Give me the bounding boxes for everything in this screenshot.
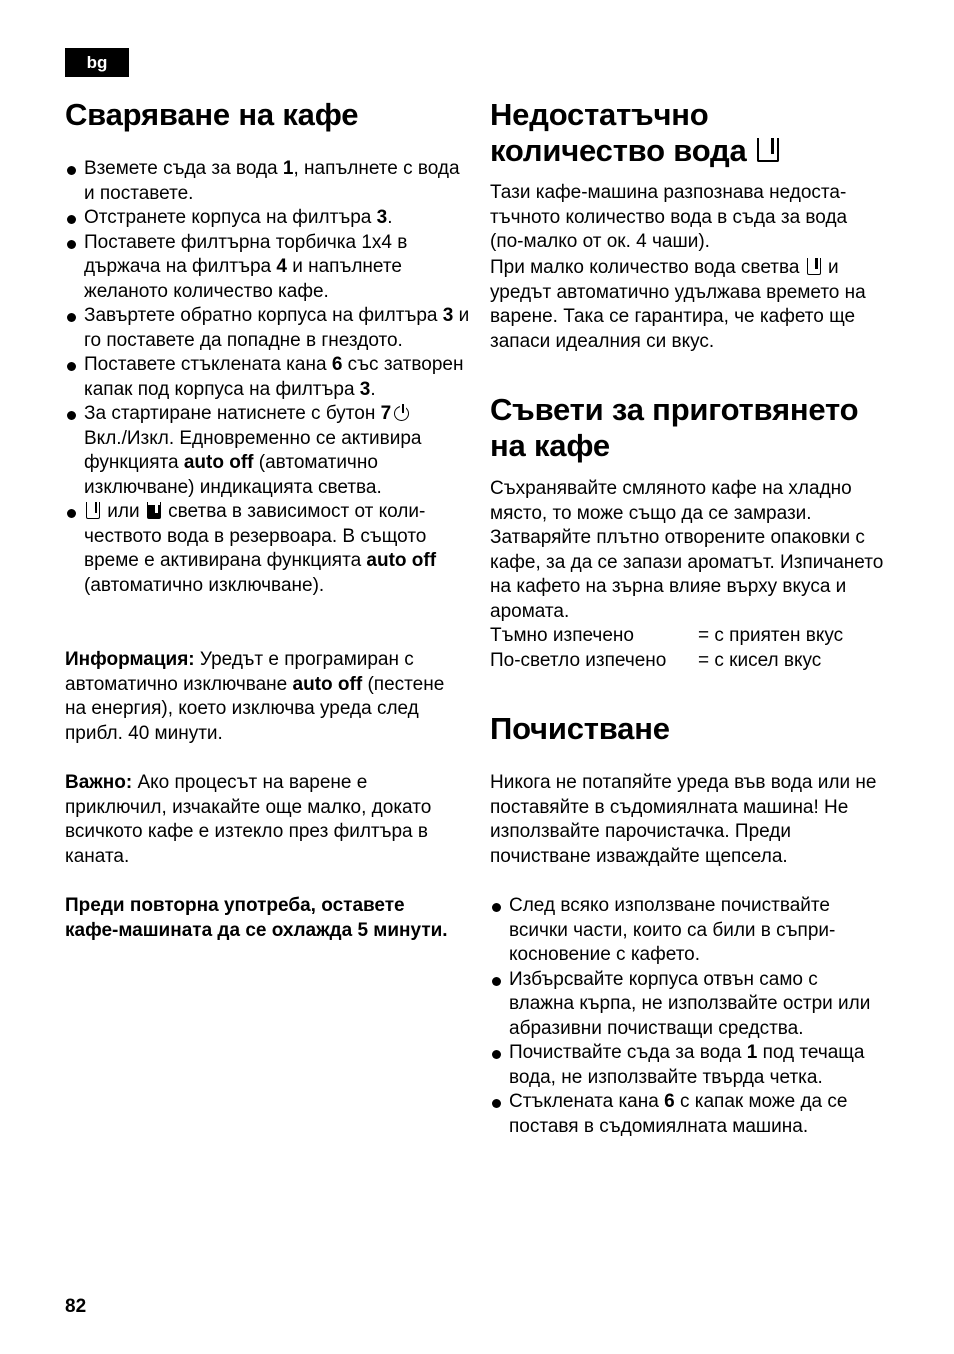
language-tag: bg (65, 48, 129, 77)
low-water-paragraph: Тази кафе-машина разпознава недоста-тъчното количество вода в съда за вода (по-малко от ок. 4 чаши). (490, 182, 848, 252)
power-icon (394, 406, 409, 421)
low-water-icon (86, 502, 100, 519)
list-item: След всяко използване почиствайте всички части, които са били в съпри-косновение с кафето. (490, 894, 885, 968)
roast-row: Тъмно изпечено = с приятен вкус (490, 625, 844, 646)
list-item: Вземете съда за вода 1, напълнете с вода и поставете. (65, 157, 470, 206)
tips-paragraph: Съхранявайте смляното кафе на хладно място, то може също да се замрази. Затваряйте плътно отворените опаковки с кафе, за да се запази ароматът. Изпичането на кафето на зърна влияе върху вкуса и аромата. (490, 478, 884, 622)
low-water-icon (757, 138, 779, 162)
cleaning-list (490, 894, 885, 1139)
section-heading-brewing: Сваряване на кафе (65, 97, 359, 132)
full-water-icon (147, 502, 161, 519)
brewing-steps-list (65, 157, 470, 598)
roast-row: По-светло изпечено = с кисел вкус (490, 649, 822, 671)
cleaning-paragraph: Никога не потапяйте уреда във вода или не поставяйте в съдомиялната машина! Не използвайте парочистачка. Преди почистване изваждайте щепсела. (490, 772, 877, 867)
info-paragraph: Информация: Уредът е програмиран с автоматично изключване auto off (пестене на енергия), което изключва уреда след прибл. 40 минути. (65, 649, 445, 744)
section-heading-low-water: Недостатъчно количество вода (490, 97, 870, 169)
list-item: Поставете филтърна торбичка 1x4 в държача на филтъра 4 и напълнете желаното количество кафе. (65, 231, 470, 305)
list-item: Почиствайте съда за вода 1 под течаща вода, не използвайте твърда четка. (490, 1041, 885, 1090)
page-number: 82 (65, 1296, 87, 1317)
important-paragraph: Важно: Ако процесът на варене е приключил, изчакайте още малко, докато всичкото кафе е изтекло през филтъра в каната. (65, 772, 432, 867)
list-item: Избърсвайте корпуса отвън само с влажна кърпа, не използвайте остри или абразивни почистващи средства. (490, 968, 885, 1042)
list-item: или светва в зависимост от коли-чеството вода в резервоара. В същото време е активирана функцията auto off (автоматично изключване). (65, 500, 470, 598)
low-water-icon (807, 258, 821, 275)
list-item: За стартиране натиснете с бутон 7 Вкл./Изкл. Едновременно се активира функцията auto off (автоматично изключване) индикацията светва. (65, 402, 470, 500)
list-item: Поставете стъклената кана 6 със затворен капак под корпуса на филтъра 3. (65, 353, 470, 402)
low-water-paragraph-2: При малко количество вода светва и уредът автоматично удължава времето на варене. Така се гарантира, че кафето ще запаси идеалния си вкус. (490, 257, 866, 352)
list-item: Завъртете обратно корпуса на филтъра 3 и го поставете да попадне в гнездото. (65, 304, 470, 353)
section-heading-tips: Съвети за приготвянето на кафе (490, 392, 859, 463)
section-heading-cleaning: Почистване (490, 711, 670, 746)
list-item: Отстранете корпуса на филтъра 3. (65, 206, 470, 231)
list-item: Стъклената кана 6 с капак може да се поставя в съдомиялната машина. (490, 1090, 885, 1139)
cooling-warning: Преди повторна употреба, оставете кафе-машината да се охлажда 5 минути. (65, 895, 448, 941)
roast-table (490, 624, 890, 673)
